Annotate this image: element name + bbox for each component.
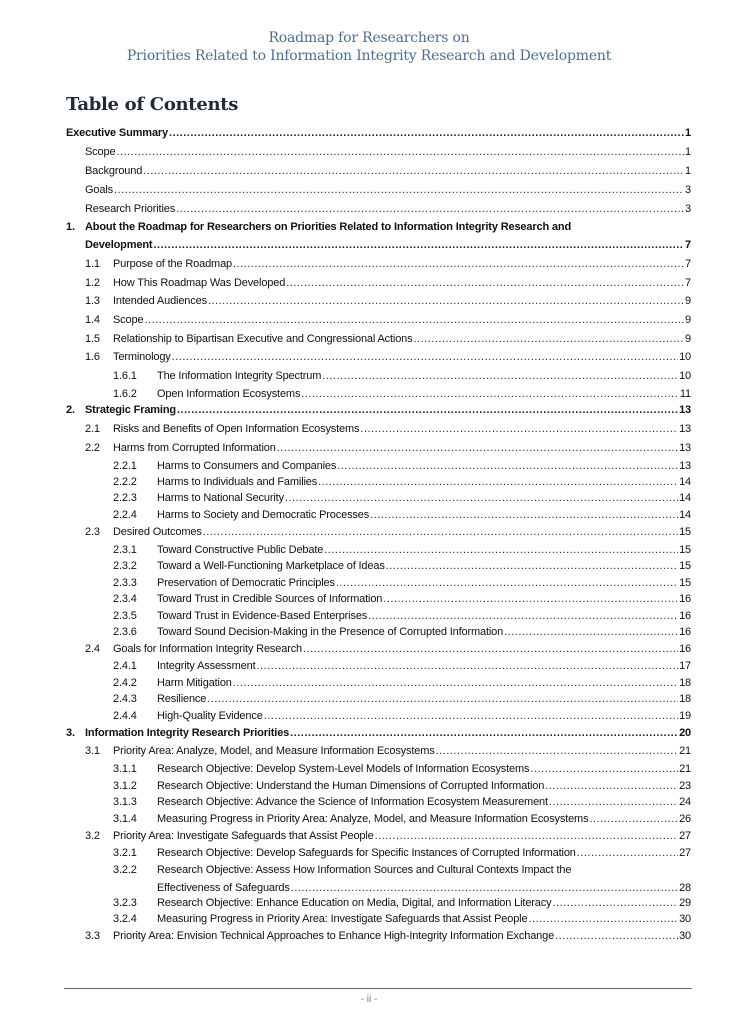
toc-entry-page: 16 (679, 626, 691, 638)
dot-leader (286, 276, 684, 290)
dot-leader (285, 491, 678, 505)
toc-entry-number: 2.3.2 (113, 560, 137, 572)
toc-entry-number: 2.1 (85, 423, 100, 435)
toc-entry-title: Risks and Benefits of Open Information Ecosystems (113, 423, 360, 435)
toc-entry-number: 1. (66, 221, 75, 233)
toc-entry-number: 3. (66, 727, 75, 739)
toc-entry-number: 2.2.2 (113, 476, 137, 488)
toc-entry-page: 3 (685, 184, 691, 196)
toc-entry-title: Toward a Well-Functioning Marketplace of Ideas (157, 560, 385, 572)
toc-entry-title: Priority Area: Envision Technical Approaches to Enhance High-Integrity Information Exchange (113, 930, 555, 942)
toc-entry-title: Strategic Framing (85, 404, 176, 416)
toc-entry[interactable] (113, 793, 691, 809)
toc-entry-page: 29 (679, 897, 691, 909)
toc-entry-page: 15 (679, 544, 691, 556)
dot-leader (301, 387, 679, 401)
toc-entry-title: Executive Summary (66, 127, 169, 139)
toc-entry-number: 2.4.1 (113, 660, 137, 672)
toc-entry-page: 7 (685, 239, 691, 251)
toc-entry-page: 15 (679, 577, 691, 589)
toc-entry-title: Research Objective: Assess How Information Sources and Cultural Contexts Impact the (157, 864, 572, 876)
toc-entry-title: Information Integrity Research Priorities (85, 727, 290, 739)
dot-leader (383, 592, 678, 606)
toc-entry-page: 23 (679, 780, 691, 792)
toc-entry-page: 14 (679, 492, 691, 504)
toc-entry[interactable] (113, 861, 691, 877)
toc-entry-title: Harms to Society and Democratic Processes (157, 509, 370, 521)
toc-entry-page: 16 (679, 610, 691, 622)
toc-entry-page: 17 (679, 660, 691, 672)
toc-heading: Table of Contents (66, 94, 239, 115)
toc-entry-title: Goals (85, 184, 113, 196)
toc-entry-page: 26 (679, 813, 691, 825)
dot-leader (143, 164, 684, 178)
dot-leader (207, 692, 678, 706)
toc-entry[interactable] (113, 574, 691, 590)
toc-entry-page: 13 (679, 423, 691, 435)
toc-entry[interactable] (113, 367, 691, 383)
toc-entry-page: 9 (685, 333, 691, 345)
toc-entry-title: How This Roadmap Was Developed (113, 277, 286, 289)
toc-entry-number: 2.2.4 (113, 509, 137, 521)
toc-entry-title-continued: Effectiveness of Safeguards (157, 882, 290, 894)
toc-entry-title: Scope (113, 314, 144, 326)
toc-entry[interactable] (113, 457, 691, 473)
toc-entry-page: 3 (685, 203, 691, 215)
toc-entry-title: Background (85, 165, 143, 177)
toc-entry-page: 7 (685, 258, 691, 270)
toc-entry-title: Research Objective: Enhance Education on Media, Digital, and Information Literacy (157, 897, 552, 909)
toc-entry-page: 15 (679, 526, 691, 538)
toc-entry-page: 15 (679, 560, 691, 572)
toc-entry-title: Toward Sound Decision-Making in the Presence of Corrupted Information (157, 626, 504, 638)
toc-entry-title: Intended Audiences (113, 295, 207, 307)
document-header-line-2: Priorities Related to Information Integrity Research and Development (126, 48, 612, 64)
dot-leader (153, 238, 684, 252)
toc-entry[interactable] (85, 274, 691, 290)
toc-entry-page: 18 (679, 677, 691, 689)
toc-entry[interactable] (113, 910, 691, 926)
dot-leader (552, 896, 678, 910)
toc-entry-title: Harms from Corrupted Information (113, 442, 276, 454)
dot-leader (589, 812, 678, 826)
toc-entry[interactable] (85, 330, 691, 346)
dot-leader (169, 126, 684, 140)
toc-entry-title: Integrity Assessment (157, 660, 256, 672)
toc-entry-title: Toward Trust in Evidence-Based Enterprises (157, 610, 368, 622)
toc-entry-number: 2.2.3 (113, 492, 137, 504)
toc-entry[interactable] (113, 557, 691, 573)
toc-entry[interactable] (113, 489, 691, 505)
toc-entry-page: 9 (685, 314, 691, 326)
toc-entry-title: Harms to National Security (157, 492, 284, 504)
dot-leader (290, 726, 678, 740)
toc-entry-page: 16 (679, 643, 691, 655)
toc-entry-title: Harms to Individuals and Families (157, 476, 318, 488)
toc-entry[interactable] (85, 420, 691, 436)
toc-entry-number: 3.2.4 (113, 913, 137, 925)
dot-leader (370, 508, 678, 522)
dot-leader (233, 676, 678, 690)
toc-entry[interactable] (85, 311, 691, 327)
page-number: - ii - (360, 994, 378, 1005)
toc-entry[interactable] (85, 523, 691, 539)
toc-entry-page: 24 (679, 796, 691, 808)
toc-entry[interactable] (66, 124, 691, 140)
toc-entry[interactable] (113, 707, 691, 723)
toc-entry-title: Priority Area: Investigate Safeguards that Assist People (113, 830, 374, 842)
toc-entry-page: 27 (679, 830, 691, 842)
toc-entry-page: 10 (679, 351, 691, 363)
toc-entry-page: 21 (679, 745, 691, 757)
dot-leader (144, 313, 684, 327)
toc-entry-number: 1.3 (85, 295, 100, 307)
toc-entry-page: 18 (679, 693, 691, 705)
dot-leader (277, 441, 678, 455)
toc-entry-title: Purpose of the Roadmap (113, 258, 232, 270)
toc-entry-title: Desired Outcomes (113, 526, 202, 538)
toc-entry-title: Measuring Progress in Priority Area: Analyze, Model, and Measure Information Ecosystems (157, 813, 589, 825)
toc-entry-number: 2. (66, 404, 75, 416)
toc-entry-page: 30 (679, 913, 691, 925)
toc-entry-title: Research Objective: Advance the Science of Information Ecosystem Measurement (157, 796, 548, 808)
dot-leader (291, 881, 678, 895)
toc-entry[interactable] (113, 810, 691, 826)
toc-entry[interactable] (113, 541, 691, 557)
dot-leader (303, 642, 678, 656)
toc-entry[interactable] (113, 760, 691, 776)
toc-entry-number: 3.3 (85, 930, 100, 942)
toc-entry-page: 30 (679, 930, 691, 942)
dot-leader (233, 257, 684, 271)
toc-entry-page: 10 (679, 370, 691, 382)
toc-entry-number: 3.1.4 (113, 813, 137, 825)
toc-entry[interactable] (113, 690, 691, 706)
dot-leader (577, 846, 678, 860)
toc-entry-title: Measuring Progress in Priority Area: Investigate Safeguards that Assist People (157, 913, 528, 925)
dot-leader (549, 795, 678, 809)
toc-entry-title: About the Roadmap for Researchers on Priorities Related to Information Integrity Research and (85, 221, 572, 233)
toc-entry[interactable] (157, 879, 691, 895)
toc-entry-title: Research Objective: Understand the Human Dimensions of Corrupted Information (157, 780, 545, 792)
dot-leader (375, 829, 678, 843)
toc-entry-page: 9 (685, 295, 691, 307)
toc-entry-page: 7 (685, 277, 691, 289)
toc-entry-title: Research Priorities (85, 203, 176, 215)
toc-entry-page: 14 (679, 476, 691, 488)
toc-entry[interactable] (113, 385, 691, 401)
dot-leader (324, 543, 678, 557)
toc-entry-number: 1.6.1 (113, 370, 137, 382)
toc-entry-title: Relationship to Bipartisan Executive and Congressional Actions (113, 333, 413, 345)
dot-leader (436, 744, 678, 758)
toc-entry-number: 2.3.3 (113, 577, 137, 589)
dot-leader (172, 350, 678, 364)
toc-entry[interactable] (85, 200, 691, 216)
toc-entry[interactable] (85, 439, 691, 455)
toc-entry-number: 2.3 (85, 526, 100, 538)
toc-entry-title: Research Objective: Develop Safeguards for Specific Instances of Corrupted Information (157, 847, 576, 859)
toc-entry[interactable] (113, 894, 691, 910)
toc-entry-page: 13 (679, 460, 691, 472)
toc-entry-number: 3.2.3 (113, 897, 137, 909)
toc-entry-number: 2.4 (85, 643, 100, 655)
toc-entry-number: 2.3.6 (113, 626, 137, 638)
toc-entry-page: 1 (685, 146, 691, 158)
toc-entry[interactable] (85, 348, 691, 364)
toc-entry[interactable] (113, 777, 691, 793)
toc-entry-number: 1.2 (85, 277, 100, 289)
dot-leader (386, 559, 678, 573)
toc-entry-title: The Information Integrity Spectrum (157, 370, 322, 382)
toc-entry-number: 2.4.2 (113, 677, 137, 689)
toc-entry-page: 1 (685, 165, 691, 177)
dot-leader (528, 912, 678, 926)
dot-leader (337, 459, 678, 473)
toc-entry-title: Scope (85, 146, 116, 158)
toc-entry-number: 3.2.1 (113, 847, 137, 859)
toc-entry-page: 20 (679, 727, 691, 739)
toc-entry-number: 2.2 (85, 442, 100, 454)
toc-entry-title: High-Quality Evidence (157, 710, 263, 722)
toc-entry-number: 3.1 (85, 745, 100, 757)
toc-entry-page: 28 (679, 882, 691, 894)
toc-entry-page: 19 (679, 710, 691, 722)
toc-entry-number: 3.2.2 (113, 864, 137, 876)
toc-entry-title: Harm Mitigation (157, 677, 232, 689)
toc-entry-number: 2.4.3 (113, 693, 137, 705)
footer-divider (64, 988, 692, 989)
toc-entry[interactable] (113, 674, 691, 690)
toc-entry[interactable] (113, 623, 691, 639)
toc-entry-page: 13 (679, 442, 691, 454)
toc-entry[interactable] (113, 844, 691, 860)
toc-entry[interactable] (113, 590, 691, 606)
dot-leader (504, 625, 678, 639)
toc-entry-title: Resilience (157, 693, 207, 705)
toc-entry[interactable] (113, 607, 691, 623)
toc-entry-number: 1.4 (85, 314, 100, 326)
dot-leader (336, 576, 678, 590)
toc-entry-number: 2.3.5 (113, 610, 137, 622)
toc-entry-title: Harms to Consumers and Companies (157, 460, 337, 472)
toc-entry-title: Toward Trust in Credible Sources of Information (157, 593, 383, 605)
toc-entry[interactable] (113, 506, 691, 522)
toc-entry[interactable] (85, 143, 691, 159)
dot-leader (114, 183, 684, 197)
dot-leader (177, 403, 678, 417)
dot-leader (545, 779, 678, 793)
toc-entry-page: 14 (679, 509, 691, 521)
dot-leader (116, 145, 684, 159)
toc-entry-title: Priority Area: Analyze, Model, and Measure Information Ecosystems (113, 745, 435, 757)
toc-entry-number: 2.3.1 (113, 544, 137, 556)
toc-entry-number: 1.6 (85, 351, 100, 363)
dot-leader (208, 294, 684, 308)
dot-leader (318, 475, 678, 489)
dot-leader (322, 369, 678, 383)
toc-entry[interactable] (85, 292, 691, 308)
toc-entry-title: Goals for Information Integrity Research (113, 643, 303, 655)
toc-entry[interactable] (66, 724, 691, 740)
toc-entry-page: 11 (679, 388, 691, 400)
toc-entry-number: 1.5 (85, 333, 100, 345)
toc-entry-title: Preservation of Democratic Principles (157, 577, 335, 589)
dot-leader (368, 609, 678, 623)
dot-leader (414, 332, 685, 346)
toc-entry-number: 3.2 (85, 830, 100, 842)
toc-entry-number: 2.3.4 (113, 593, 137, 605)
toc-entry-page: 27 (679, 847, 691, 859)
toc-entry[interactable] (66, 401, 691, 417)
toc-entry-title-continued: Development (85, 239, 153, 251)
dot-leader (257, 659, 679, 673)
dot-leader (530, 762, 678, 776)
toc-entry-number: 3.1.1 (113, 763, 137, 775)
toc-entry-title: Open Information Ecosystems (157, 388, 301, 400)
toc-entry[interactable] (85, 255, 691, 271)
toc-entry-page: 16 (679, 593, 691, 605)
toc-entry[interactable] (113, 657, 691, 673)
dot-leader (176, 202, 684, 216)
toc-entry[interactable] (85, 827, 691, 843)
dot-leader (360, 422, 678, 436)
toc-entry[interactable] (85, 181, 691, 197)
toc-entry-title: Terminology (113, 351, 171, 363)
toc-entry-title: Research Objective: Develop System-Level Models of Information Ecosystems (157, 763, 530, 775)
toc-entry[interactable] (85, 162, 691, 178)
toc-entry-page: 13 (679, 404, 691, 416)
toc-entry[interactable] (85, 640, 691, 656)
dot-leader (555, 929, 678, 943)
dot-leader (264, 709, 678, 723)
toc-entry-number: 3.1.3 (113, 796, 137, 808)
toc-entry-number: 1.6.2 (113, 388, 137, 400)
dot-leader (203, 525, 678, 539)
toc-entry-number: 2.2.1 (113, 460, 137, 472)
toc-entry-title: Toward Constructive Public Debate (157, 544, 324, 556)
toc-entry[interactable] (113, 473, 691, 489)
toc-entry-page: 1 (685, 127, 691, 139)
toc-entry[interactable] (85, 742, 691, 758)
toc-entry-number: 2.4.4 (113, 710, 137, 722)
toc-entry[interactable] (85, 236, 691, 252)
toc-entry-page: 21 (679, 763, 691, 775)
toc-entry[interactable] (85, 927, 691, 943)
toc-entry-number: 1.1 (85, 258, 100, 270)
toc-entry[interactable] (66, 218, 691, 234)
toc-entry-number: 3.1.2 (113, 780, 137, 792)
document-header-line-1: Roadmap for Researchers on (268, 30, 470, 46)
